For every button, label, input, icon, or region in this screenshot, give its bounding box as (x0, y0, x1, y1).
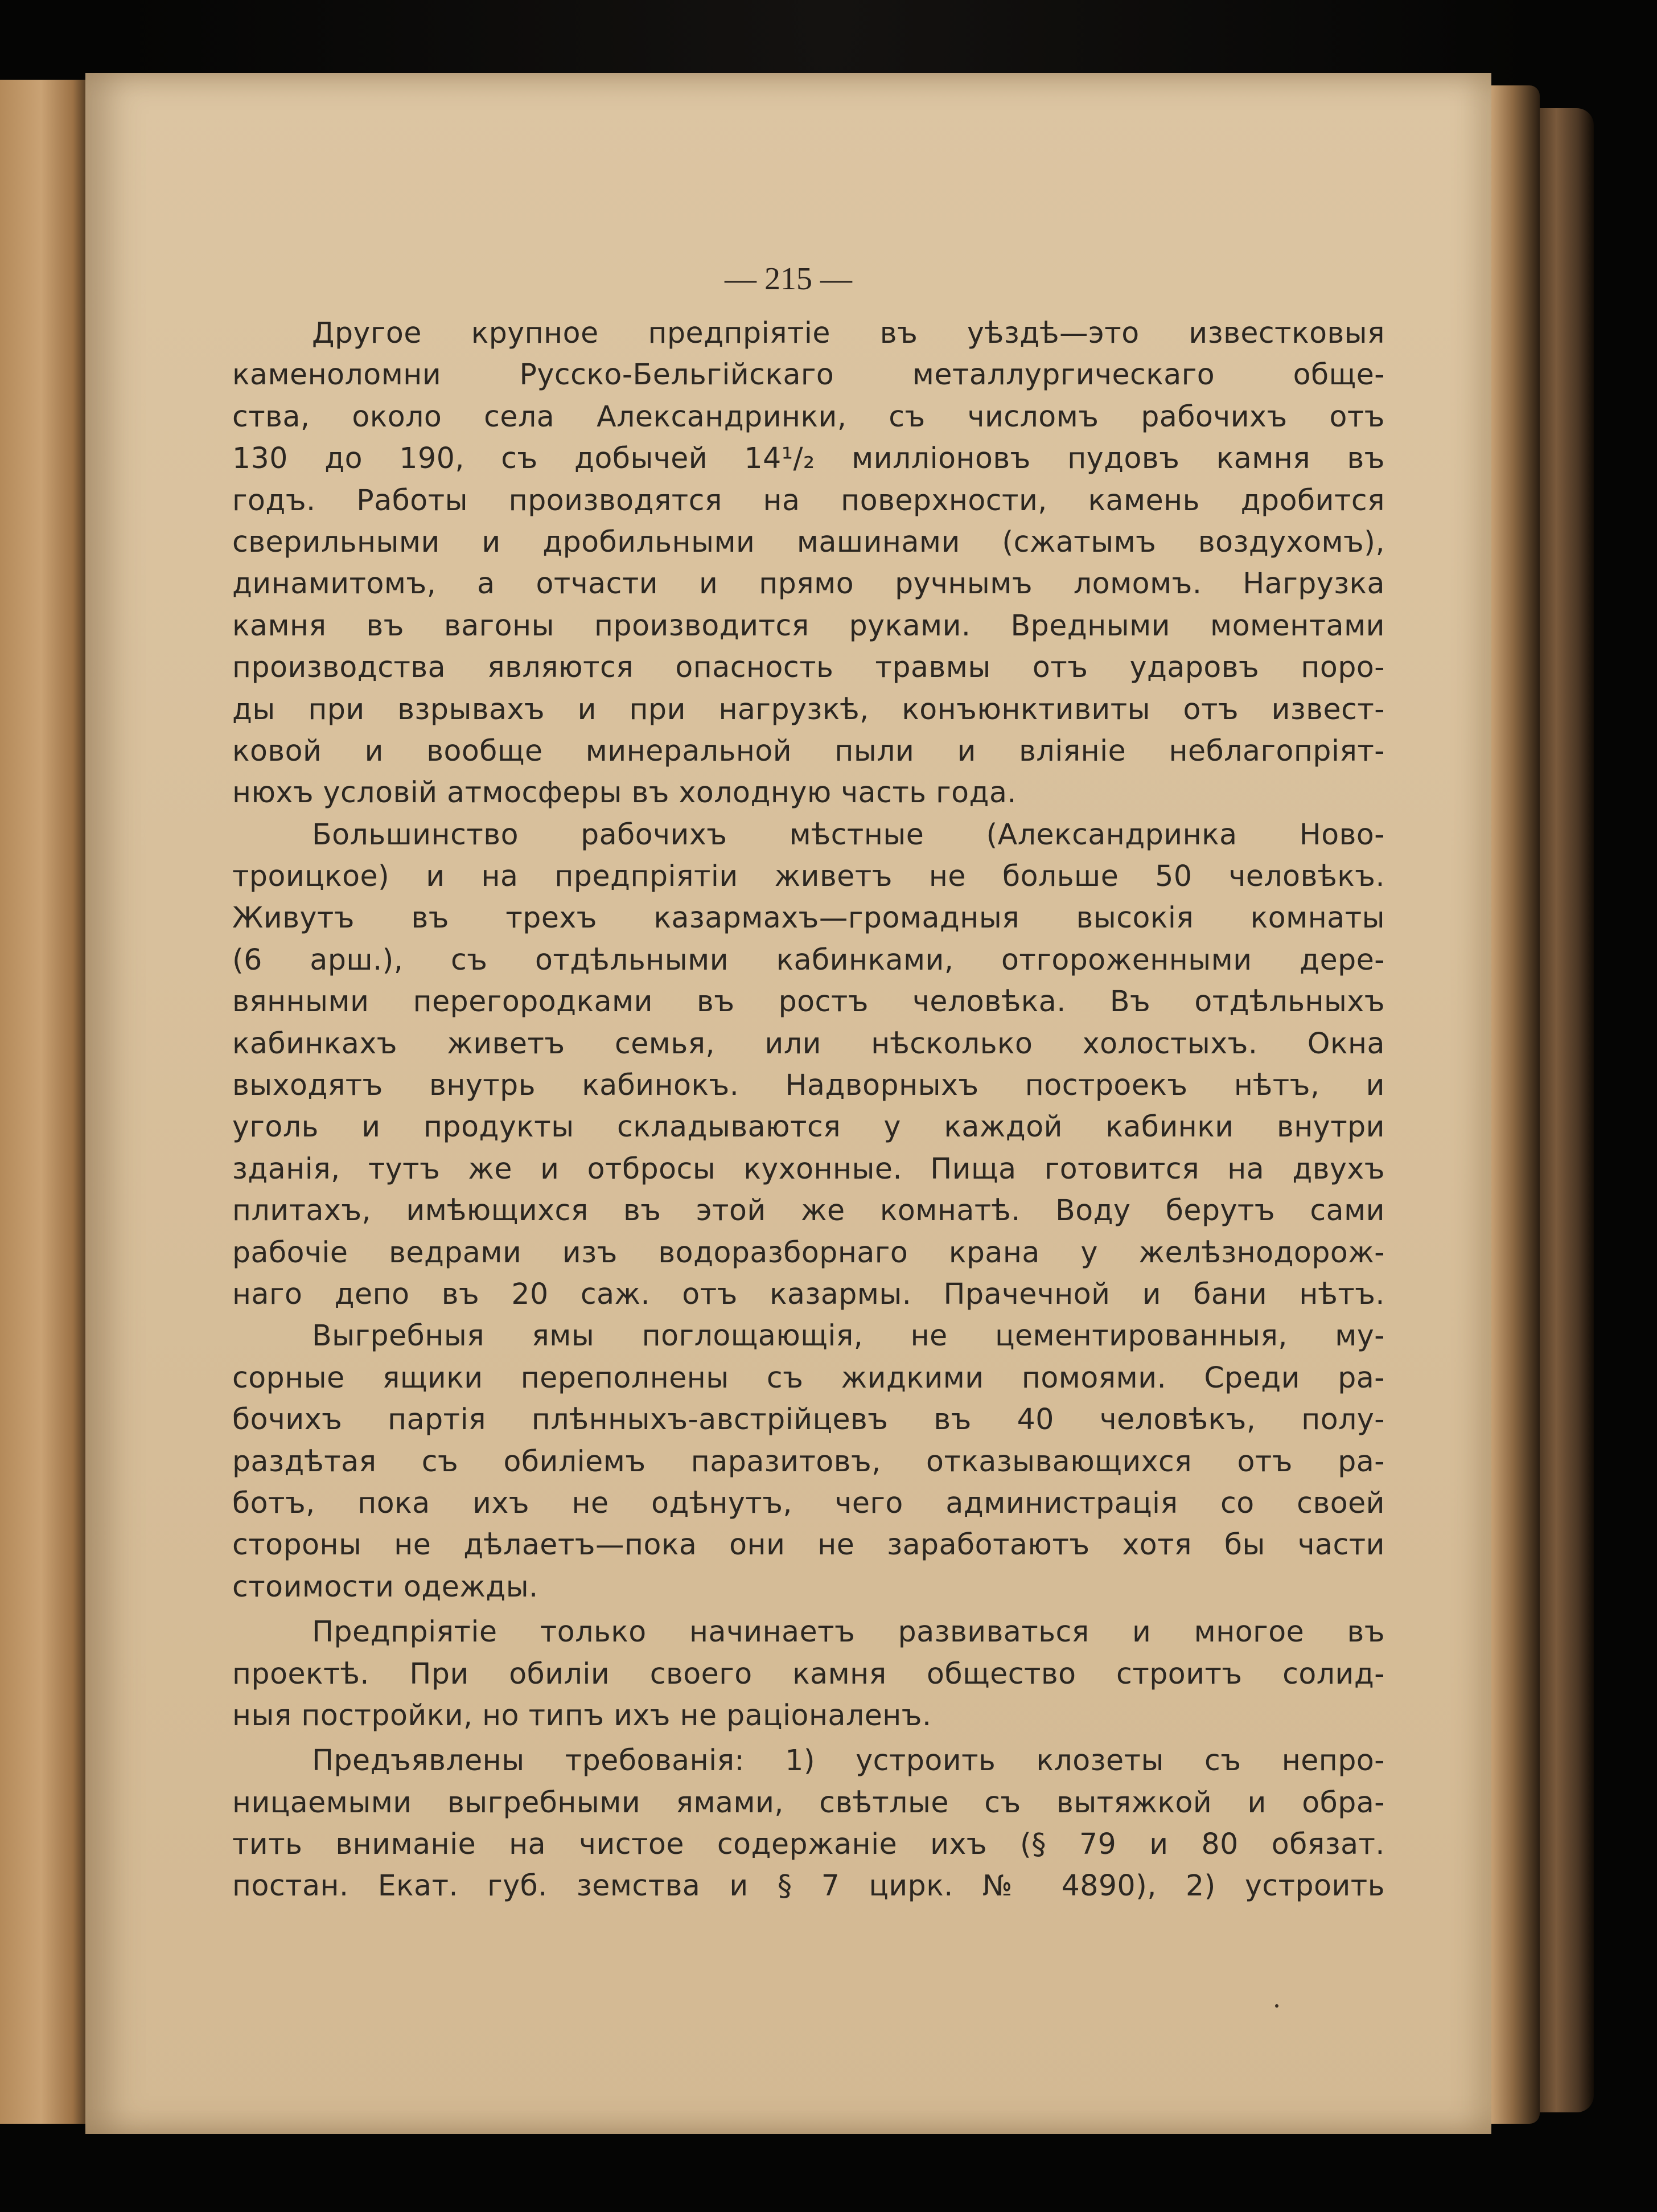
text-line: ды при взрывахъ и при нагрузкѣ, конъюнктивиты отъ извест- (232, 692, 1385, 726)
book-cover-edge (1531, 108, 1594, 2112)
text-line: Предъявлены требованія: 1) устроить клозеты съ непро- (312, 1743, 1385, 1778)
text-line: Другое крупное предпріятіе въ уѣздѣ—это известковыя (312, 316, 1385, 350)
text-line: плитахъ, имѣющихся въ этой же комнатѣ. Воду берутъ сами (232, 1193, 1385, 1228)
paper-speck (1275, 2004, 1278, 2008)
text-line: стоимости одежды. (232, 1569, 538, 1603)
text-line: раздѣтая съ обиліемъ паразитовъ, отказывающихся отъ ра- (232, 1444, 1385, 1478)
text-line: ныя постройки, но типъ ихъ не раціоналенъ. (232, 1698, 932, 1732)
page-number: — 215 — (725, 261, 852, 297)
text-line: Выгребныя ямы поглощающія, не цементированныя, му- (312, 1319, 1385, 1353)
text-line: рабочіе ведрами изъ водоразборнаго крана у желѣзнодорож- (232, 1235, 1385, 1269)
text-line: Живутъ въ трехъ казармахъ—громадныя высокія комнаты (232, 901, 1385, 935)
text-line: постан. Екат. губ. земства и § 7 цирк. № 4890), 2) устроить (232, 1869, 1385, 1903)
text-line: выходятъ внутрь кабинокъ. Надворныхъ построекъ нѣтъ, и (232, 1068, 1385, 1102)
book-page (85, 73, 1491, 2134)
text-line: нюхъ условій атмосферы въ холодную часть года. (232, 775, 1017, 810)
text-line: бочихъ партія плѣнныхъ-австрійцевъ въ 40 человѣкъ, полу- (232, 1402, 1385, 1437)
paragraph (232, 312, 1385, 814)
text-line: годъ. Работы производятся на поверхности, камень дробится (232, 483, 1385, 517)
text-line: производства являются опасность травмы отъ ударовъ поро- (232, 650, 1385, 684)
text-line: наго депо въ 20 саж. отъ казармы. Прачечной и бани нѣтъ. (232, 1277, 1385, 1311)
paragraph (232, 1739, 1385, 1907)
paragraph (232, 1315, 1385, 1607)
text-line: 130 до 190, съ добычей 14¹/₂ милліоновъ пудовъ камня въ (232, 441, 1385, 475)
text-line: Предпріятіе только начинаетъ развиваться и многое въ (312, 1615, 1385, 1649)
text-line: ботъ, пока ихъ не одѣнутъ, чего администрація со своей (232, 1485, 1385, 1520)
text-line: кабинкахъ живетъ семья, или нѣсколько холостыхъ. Окна (232, 1026, 1385, 1060)
left-facing-page (0, 80, 91, 2124)
paragraph (232, 814, 1385, 1315)
text-line: ства, около села Александринки, съ числомъ рабочихъ отъ (232, 399, 1385, 433)
text-line: вянными перегородками въ ростъ человѣка. Въ отдѣльныхъ (232, 984, 1385, 1019)
text-line: уголь и продукты складываются у каждой кабинки внутри (232, 1110, 1385, 1144)
text-line: стороны не дѣлаетъ—пока они не заработаютъ хотя бы части (232, 1528, 1385, 1562)
text-line: (6 арш.), съ отдѣльными кабинками, отгороженными дере- (232, 942, 1385, 976)
text-line: сверильными и дробильными машинами (сжатымъ воздухомъ), (232, 524, 1385, 559)
text-line: Большинство рабочихъ мѣстные (Александринка Ново- (312, 817, 1385, 851)
text-line: проектѣ. При обиліи своего камня общество строитъ солид- (232, 1656, 1385, 1690)
text-line: ницаемыми выгребными ямами, свѣтлые съ вытяжкой и обра- (232, 1785, 1385, 1819)
text-line: сорные ящики переполнены съ жидкими помоями. Среди ра- (232, 1360, 1385, 1394)
text-line: тить вниманіе на чистое содержаніе ихъ (§ 79 и 80 обязат. (232, 1827, 1385, 1861)
text-line: ковой и вообще минеральной пыли и вліяніе неблагопріят- (232, 733, 1385, 768)
text-line: каменоломни Русско-Бельгійскаго металлургическаго обще- (232, 358, 1385, 392)
text-line: зданія, тутъ же и отбросы кухонные. Пища готовится на двухъ (232, 1151, 1385, 1185)
text-line: камня въ вагоны производится руками. Вредными моментами (232, 608, 1385, 642)
text-line: динамитомъ, а отчасти и прямо ручнымъ ломомъ. Нагрузка (232, 567, 1385, 601)
paragraph (232, 1611, 1385, 1736)
text-line: троицкое) и на предпріятіи живетъ не больше 50 человѣкъ. (232, 859, 1385, 893)
body-text (232, 312, 1385, 1907)
